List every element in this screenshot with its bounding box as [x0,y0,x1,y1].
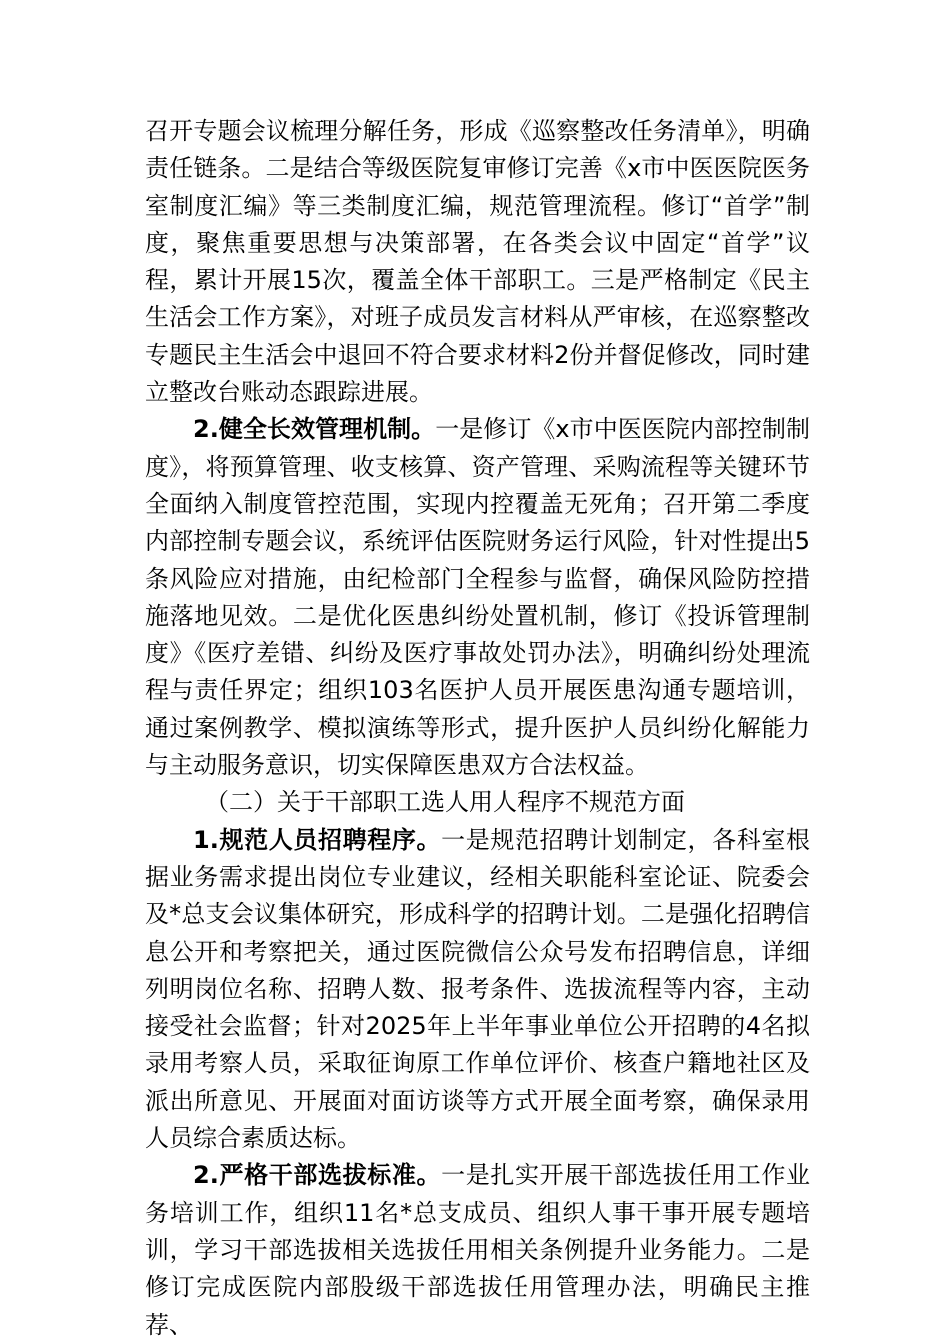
section-heading-2 [145,784,810,821]
paragraph-4 [145,822,810,1158]
paragraph-5-text: 一是扎实开展干部选拔任用工作业务培训工作，组织11名*总支成员、组织人事干事开展专题培训，学习干部选拔相关选拔任用相关条例提升业务能力。二是修订完成医院内部股级干部选拔任用管理办法，明确民主推荐、 [145,1161,810,1339]
paragraph-2-text: 一是修订《x市中医医院内部控制制度》，将预算管理、收支核算、资产管理、采购流程等关键环节全面纳入制度管控范围，实现内控覆盖无死角；召开第二季度内部控制专题会议，系统评估医院财务运行风险，针对性提出5条风险应对措施，由纪检部门全程参与监督，确保风险防控措施落地见效。二是优化医患纠纷处置机制，修订《投诉管理制度》《医疗差错、纠纷及医疗事故处罚办法》，明确纠纷处理流程与责任界定；组织103名医护人员开展医患沟通专题培训，通过案例教学、模拟演练等形式，提升医护人员纠纷化解能力与主动服务意识，切实保障医患双方合法权益。 [145,415,811,780]
paragraph-1-text: 召开专题会议梳理分解任务，形成《巡察整改任务清单》，明确责任链条。二是结合等级医院复审修订完善《x市中医医院医务室制度汇编》等三类制度汇编，规范管理流程。修订“首学”制度，聚焦重要思想与决策部署，在各类会议中固定“首学”议程，累计开展15次，覆盖全体干部职工。三是严格制定《民主生活会工作方案》，对班子成员发言材料从严审核，在巡察整改专题民主生活会中退回不符合要求材料2份并督促修改，同时建立整改台账动态跟踪进展。 [145,117,810,407]
section-heading-2-text: （二）关于干部职工选人用人程序不规范方面 [205,788,685,817]
paragraph-2-lead: 2.健全长效管理机制。 [193,415,436,444]
paragraph-1 [145,113,810,411]
paragraph-5-lead: 2.严格干部选拔标准。 [193,1161,442,1190]
document-page [145,113,810,1344]
paragraph-4-lead: 1.规范人员招聘程序。 [193,825,442,854]
paragraph-4-text: 一是规范招聘计划制定，各科室根据业务需求提出岗位专业建议，经相关职能科室论证、院委会及*总支会议集体研究，形成科学的招聘计划。二是强化招聘信息公开和考察把关，通过医院微信公众号发布招聘信息，详细列明岗位名称、招聘人数、报考条件、选拔流程等内容，主动接受社会监督；针对2025年上半年事业单位公开招聘的4名拟录用考察人员，采取征询原工作单位评价、核查户籍地社区及派出所意见、开展面对面访谈等方式开展全面考察，确保录用人员综合素质达标。 [145,825,810,1153]
paragraph-5 [145,1157,810,1343]
paragraph-2 [145,411,810,784]
